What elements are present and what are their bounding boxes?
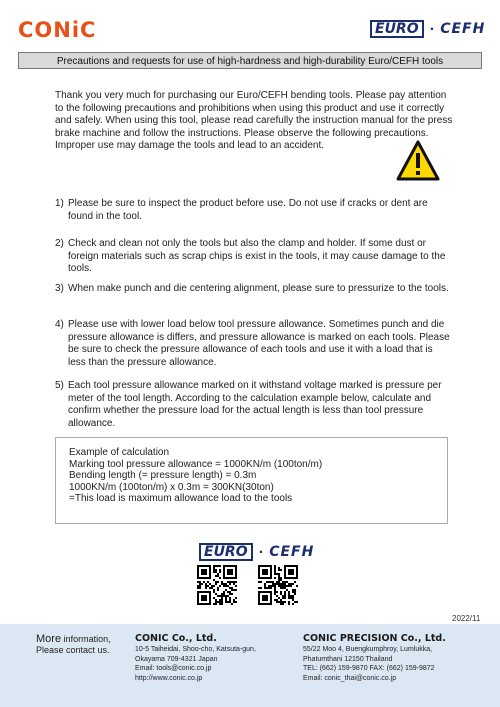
list-item [55,238,450,276]
warning-triangle-icon [396,140,440,182]
more-word: More [36,633,62,645]
example-title: Example of calculation [69,447,170,458]
item-number: 3) [55,283,64,294]
euro-brand-text: EURO [199,543,253,561]
thailand-office [303,633,446,683]
japan-office [135,633,256,683]
list-item [55,319,450,369]
brand-separator: · [258,545,264,559]
list-item [55,198,450,223]
website-link[interactable]: http://www.conic.co.jp [135,674,203,682]
email-text[interactable]: Email: conic_thai@conic.co.jp [303,674,397,682]
intro-paragraph: Thank you very much for purchasing our Euro/CEFH bending tools. Please pay attention to the following precautions and prohibitions when using this product and use it correctly and safely. When using this tool, please read carefully the instruction manual for the press brake machine and follow the instructions. Please observe the following precautions. Improper use may damage the tools and lead to an accident. [55,90,453,152]
email-text[interactable]: Email: tools@conic.co.jp [135,665,212,673]
company-name: CONIC Co., Ltd. [135,633,217,644]
example-line: Bending length (= pressure length) = 0.3m [69,470,257,481]
item-text: Please be sure to inspect the product before use. Do not use if cracks or dent are found in the tool. [68,198,428,222]
item-text: Please use with lower load below tool pressure allowance. Sometimes punch and die pressure allowance is differs, and pressure allowance is marked on each tools. Please be sure to check the pressure allowance of each tools and use it with a load that is less than the pressure allowance. [68,319,450,368]
more-rest: information, [61,634,111,644]
contact-text: Please contact us. [36,645,110,655]
qr-code-icon[interactable] [258,565,298,605]
cefh-brand-text: CEFH [269,544,315,560]
cefh-brand-text: CEFH [440,21,486,37]
euro-brand-text: EURO [370,20,424,38]
phone-fax-text: TEL: (662) 159-9870 FAX: (662) 159-9872 [303,665,435,673]
document-date: 2022/11 [452,614,481,623]
example-line: 1000KN/m (100ton/m) x 0.3m = 300KN(30ton) [69,481,274,493]
example-line: Marking tool pressure allowance = 1000KN/m (100ton/m) [69,458,323,470]
item-text: Check and clean not only the tools but also the clamp and holder. If some dust or foreign materials such as scrap chips is exist in the tools, it may cause damage to the tools. [68,238,446,275]
item-number: 4) [55,319,64,330]
address-line: Phatumthani 12150 Thailand [303,655,393,663]
brand-separator: · [429,22,435,36]
item-number: 5) [55,380,64,391]
conic-logo: CONiC [18,18,97,42]
item-text: When make punch and die centering alignment, please sure to pressurize to the tools. [68,283,449,294]
list-item [55,283,450,296]
address-line: 55/22 Moo 4, Buengkumphroy, Lumlukka, [303,646,433,653]
address-line: 10-5 Taiheidai, Shoo-cho, Katsuta-gun, [135,646,256,653]
euro-cefh-logo-bottom [199,543,314,561]
calculation-example-box [55,437,448,524]
address-line: Okayama 709-4321 Japan [135,655,218,663]
item-number: 2) [55,238,64,249]
title-banner: Precautions and requests for use of high-hardness and high-durability Euro/CEFH tools [18,52,482,69]
euro-cefh-logo [370,20,485,38]
qr-code-icon[interactable] [197,565,237,605]
more-info-note [36,634,111,656]
item-number: 1) [55,198,64,209]
example-line: =This load is maximum allowance load to the tools [69,493,293,504]
list-item [55,380,450,430]
item-text: Each tool pressure allowance marked on it withstand voltage marked is pressure per meter of the tool length. According to the calculation example below, calculate and confirm whether the pressure load for the actual length is less than tool pressure allowance. [68,380,442,429]
company-name: CONIC PRECISION Co., Ltd. [303,633,446,644]
